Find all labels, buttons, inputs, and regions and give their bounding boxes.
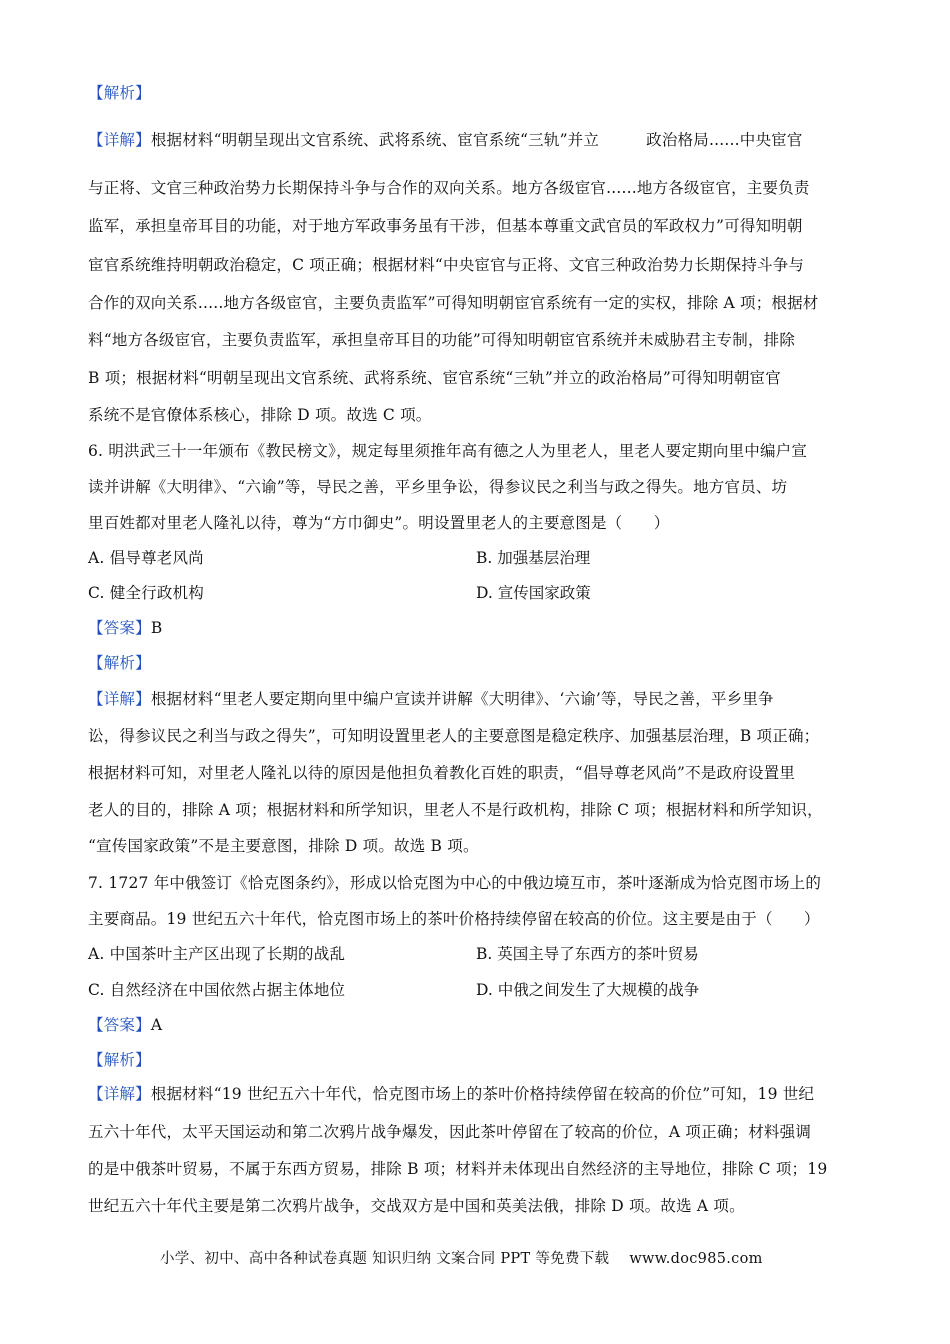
q7-detail — [88, 1084, 814, 1104]
q5-analysis-line: 合作的双向关系.....地方各级宦官，主要负责监军”可得知明朝宦官系统有一定的实权，排除 A 项；根据材 — [88, 294, 819, 312]
q7-option-b: B. 英国主导了东西方的茶叶贸易 — [476, 945, 699, 963]
q5-analysis-line: 料“地方各级宦官，主要负责监军，承担皇帝耳目的功能”可得知明朝宦官系统并未威胁君主专制，排除 — [88, 331, 796, 349]
q7-option-c: C. 自然经济在中国依然占据主体地位 — [88, 981, 346, 999]
q5-analysis-line: 系统不是官僚体系核心，排除 D 项。故选 C 项。 — [88, 406, 432, 424]
q7-stem-line: 7. 1727 年中俄签订《恰克图条约》，形成以恰克图为中心的中俄边境互市，茶叶逐渐成为恰克图市场上的 — [88, 874, 822, 892]
q6-analysis-line: 老人的目的，排除 A 项；根据材料和所学知识，里老人不是行政机构，排除 C 项；根据材料和所学知识， — [88, 801, 823, 819]
detail-label: 【详解】 — [88, 690, 151, 708]
q7-answer-value: A — [150, 1016, 163, 1034]
q7-analysis-line: 的是中俄茶叶贸易，不属于东西方贸易，排除 B 项；材料并未体现出自然经济的主导地位，排除 C 项；19 — [88, 1160, 828, 1178]
q6-analysis-line: “宣传国家政策”不是主要意图，排除 D 项。故选 B 项。 — [88, 837, 479, 855]
q6-answer — [88, 618, 162, 638]
q6-option-b: B. 加强基层治理 — [476, 549, 591, 567]
q7-analysis-line: 根据材料“19 世纪五六十年代，恰克图市场上的茶叶价格持续停留在较高的价位”可知，19 世纪 — [150, 1085, 815, 1103]
q7-analysis-line: 五六十年代，太平天国运动和第二次鸦片战争爆发，因此茶叶停留在了较高的价位，A 项正确；材料强调 — [88, 1123, 812, 1141]
q7-option-d: D. 中俄之间发生了大规模的战争 — [476, 981, 700, 999]
q5-analysis-line: 监军，承担皇帝耳目的功能，对于地方军政事务虽有干涉，但基本尊重文武官员的军政权力”可得知明朝 — [88, 217, 803, 235]
q5-analysis-line: 与正将、文官三种政治势力长期保持斗争与合作的双向关系。地方各级宦官......地方各级宦官，主要负责 — [88, 179, 810, 197]
q6-option-d: D. 宣传国家政策 — [476, 584, 591, 602]
footer-text: 小学、初中、高中各种试卷真题 知识归纳 文案合同 PPT 等免费下载 — [160, 1251, 610, 1267]
analysis-label: 【解析】 — [88, 84, 151, 102]
q6-detail — [88, 689, 774, 709]
q6-analysis-line: 根据材料可知，对里老人隆礼以待的原因是他担负着教化百姓的职责，“倡导尊老风尚”不是政府设置里 — [88, 764, 796, 782]
q6-analysis-line: 讼，得参议民之利当与政之得失”，可知明设置里老人的主要意图是稳定秩序、加强基层治理，B 项正确； — [88, 727, 820, 745]
q6-option-c: C. 健全行政机构 — [88, 584, 204, 602]
answer-label: 【答案】 — [88, 619, 151, 637]
analysis-label: 【解析】 — [88, 654, 151, 672]
detail-label: 【详解】 — [88, 1085, 151, 1103]
q6-analysis-line: 根据材料“里老人要定期向里中编户宣读并讲解《大明律》、‘六谕’等，导民之善，平乡里争 — [150, 690, 774, 708]
q6-stem-line: 6. 明洪武三十一年颁布《教民榜文》，规定每里须推年高有德之人为里老人，里老人要定期向里中编户宣 — [88, 442, 808, 460]
q7-stem-line: 主要商品。19 世纪五六十年代，恰克图市场上的茶叶价格持续停留在较高的价位。这主要是由于（ ） — [88, 910, 820, 928]
footer-site-link[interactable]: www.doc985.com — [629, 1251, 763, 1267]
q5-analysis-line: B 项；根据材料“明朝呈现出文官系统、武将系统、宦官系统“三轨”并立的政治格局”可得知明朝宦官 — [88, 369, 781, 387]
q6-stem-line: 读并讲解《大明律》、“六谕”等，导民之善，平乡里争讼，得参议民之利当与政之得失。地方官员、坊 — [88, 478, 788, 496]
page-footer — [160, 1247, 763, 1268]
q7-answer — [88, 1015, 162, 1035]
q6-option-a: A. 倡导尊老风尚 — [88, 549, 204, 567]
q5-analysis-line: 根据材料“明朝呈现出文官系统、武将系统、宦官系统“三轨”并立 政治格局......中央宦官 — [150, 131, 803, 149]
q5-detail — [88, 130, 803, 150]
q6-stem-line: 里百姓都对里老人隆礼以待，尊为“方巾御史”。明设置里老人的主要意图是（ ） — [88, 514, 670, 532]
answer-label: 【答案】 — [88, 1016, 151, 1034]
q5-analysis-line: 宦官系统维持明朝政治稳定，C 项正确；根据材料“中央宦官与正将、文官三种政治势力长期保持斗争与 — [88, 256, 805, 274]
q7-analysis-line: 世纪五六十年代主要是第二次鸦片战争，交战双方是中国和英美法俄，排除 D 项。故选 A 项。 — [88, 1197, 745, 1215]
detail-label: 【详解】 — [88, 131, 151, 149]
analysis-label: 【解析】 — [88, 1051, 151, 1069]
q6-answer-value: B — [150, 619, 163, 637]
q7-option-a: A. 中国茶叶主产区出现了长期的战乱 — [88, 945, 346, 963]
